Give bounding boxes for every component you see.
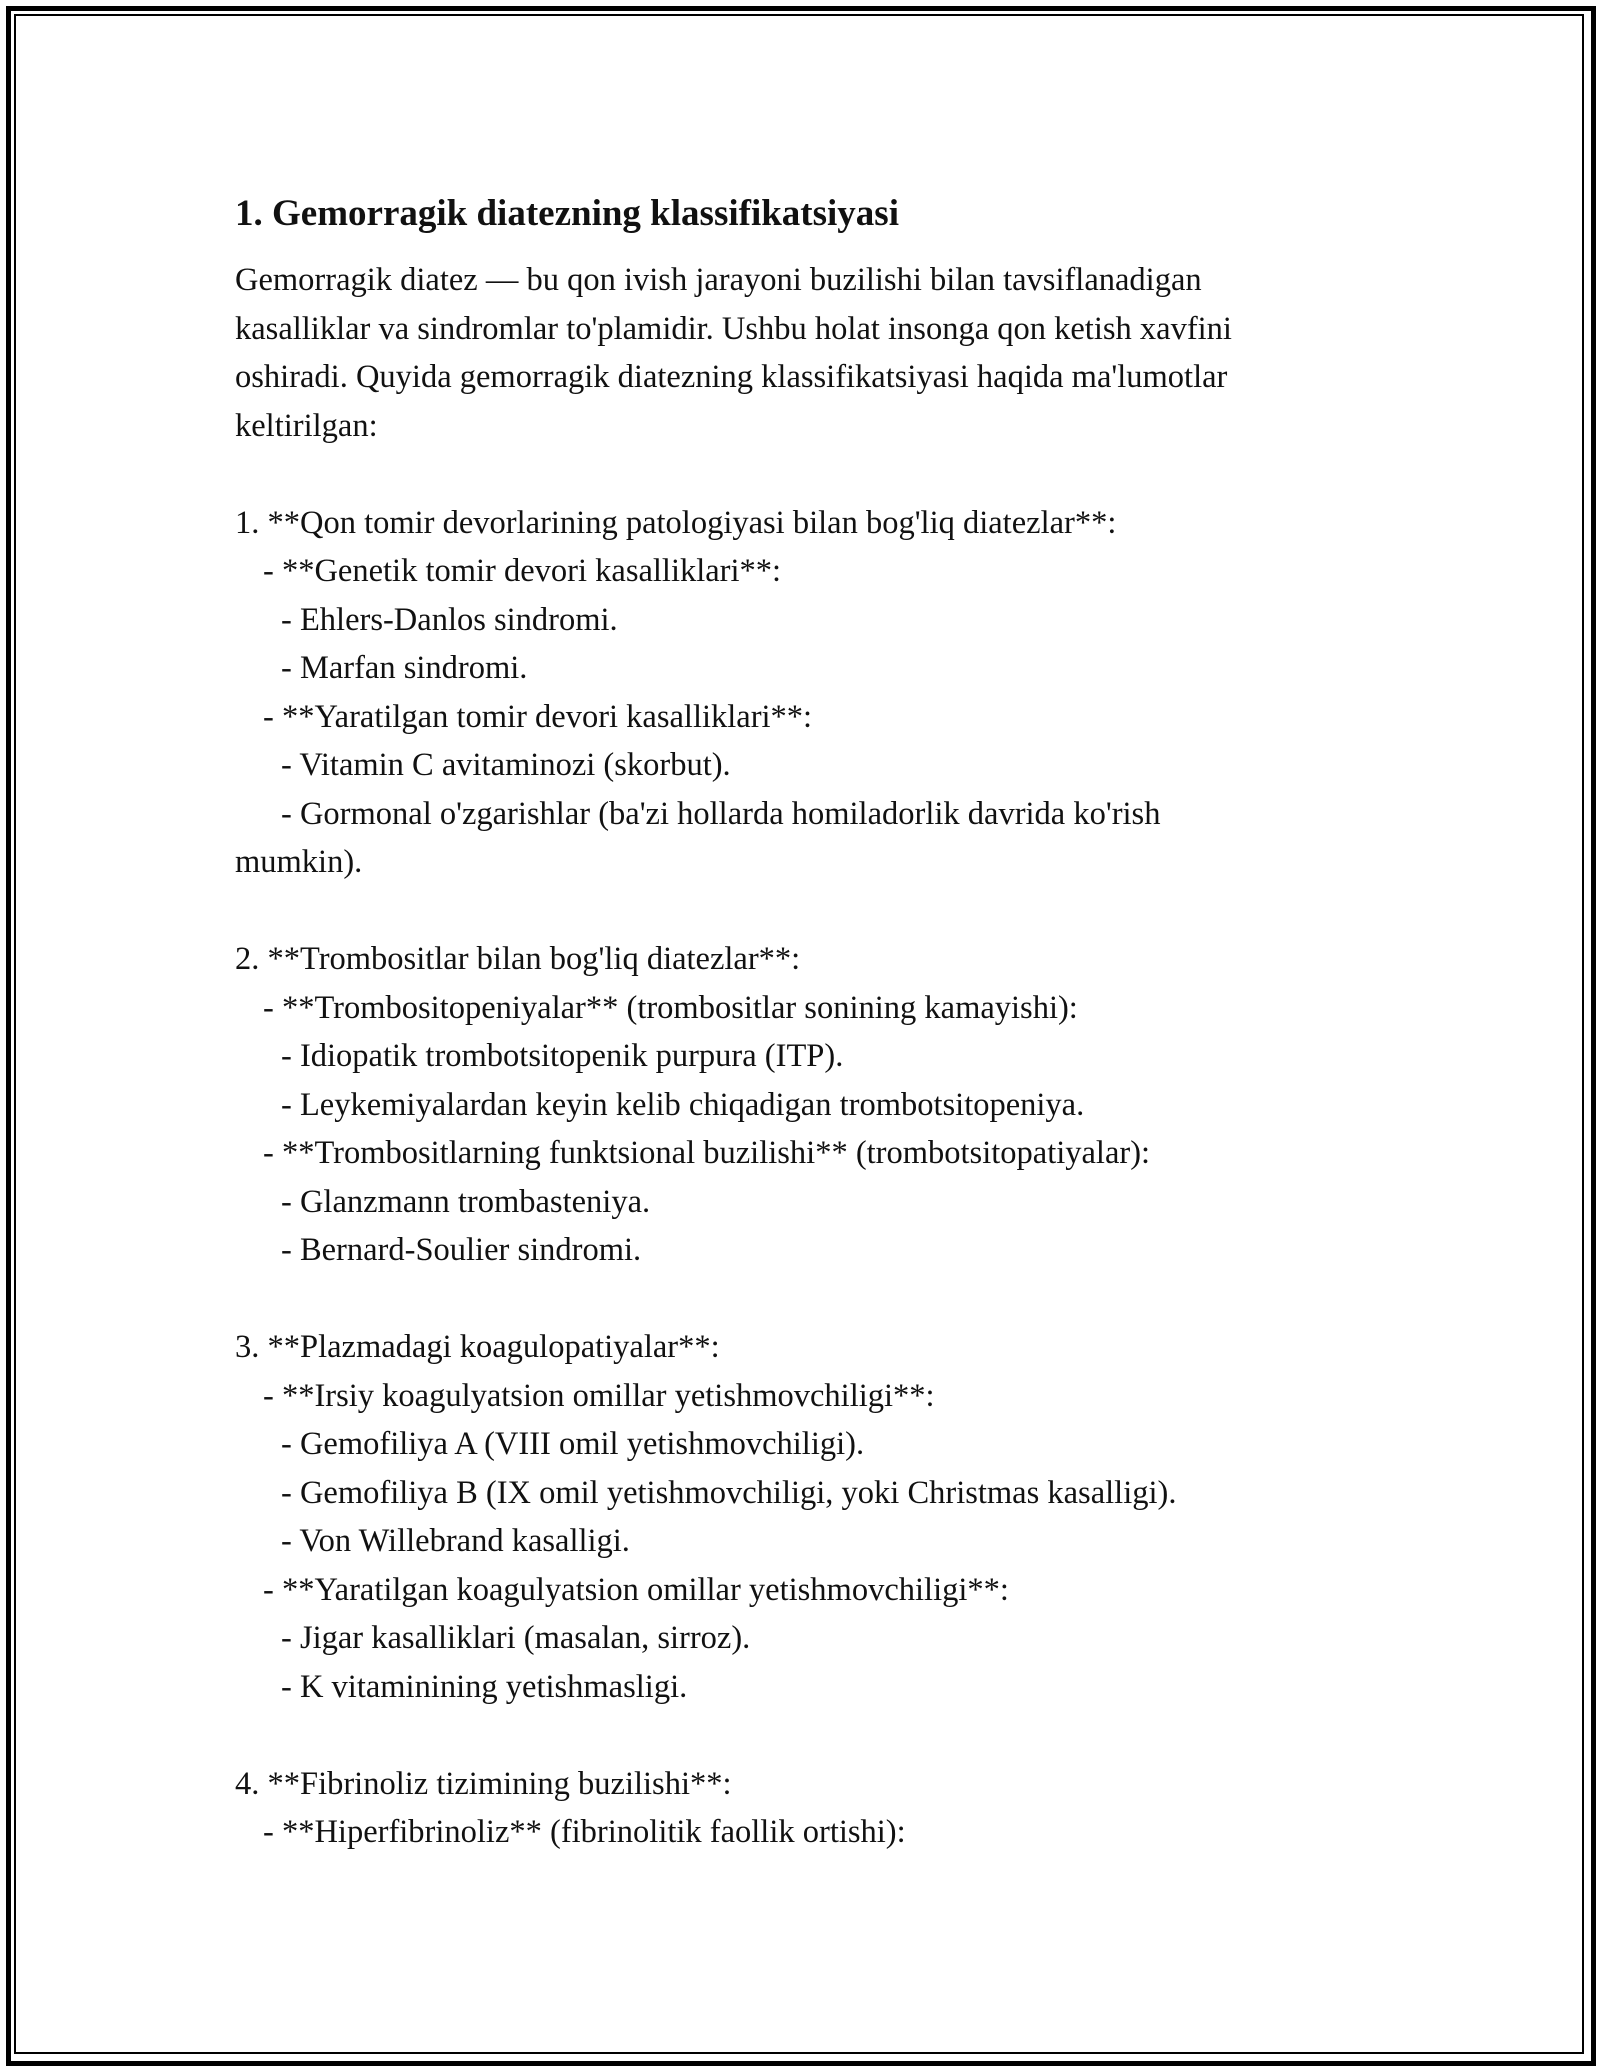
list-item: - Gemofiliya B (IX omil yetishmovchiligi, yoki Christmas kasalligi). bbox=[281, 1474, 1177, 1511]
list-item-continuation: mumkin). bbox=[235, 844, 363, 880]
document-body bbox=[235, 190, 1385, 1857]
section-heading: 2. **Trombositlar bilan bog'liq diatezlar**: bbox=[235, 941, 801, 977]
subsection-item: - **Genetik tomir devori kasalliklari**: bbox=[263, 553, 782, 589]
intro-line: Gemorragik diatez — bu qon ivish jarayoni buzilishi bilan tavsiflanadigan bbox=[235, 262, 1202, 298]
list-item: - Glanzmann trombasteniya. bbox=[281, 1183, 651, 1220]
list-item: - Ehlers-Danlos sindromi. bbox=[281, 601, 618, 638]
section-vascular bbox=[235, 499, 1385, 887]
section-heading: 4. **Fibrinoliz tizimining buzilishi**: bbox=[235, 1765, 732, 1802]
list-item: - Bernard-Soulier sindromi. bbox=[281, 1232, 642, 1268]
subsection-item: - **Yaratilgan tomir devori kasalliklari**: bbox=[263, 698, 813, 735]
section-heading: 3. **Plazmadagi koagulopatiyalar**: bbox=[235, 1329, 720, 1365]
intro-line: oshiradi. Quyida gemorragik diatezning klassifikatsiyasi haqida ma'lumotlar bbox=[235, 359, 1228, 395]
list-item: - K vitaminining yetishmasligi. bbox=[281, 1668, 688, 1705]
section-fibrinolysis bbox=[235, 1760, 1385, 1857]
section-platelets bbox=[235, 935, 1385, 1275]
section-coagulopathies bbox=[235, 1323, 1385, 1711]
intro-line: keltirilgan: bbox=[235, 407, 378, 444]
subsection-item: - **Yaratilgan koagulyatsion omillar yetishmovchiligi**: bbox=[263, 1571, 1009, 1608]
intro-paragraph bbox=[235, 256, 1385, 450]
list-item: - Idiopatik trombotsitopenik purpura (ITP). bbox=[281, 1038, 844, 1074]
list-item: - Vitamin C avitaminozi (skorbut). bbox=[281, 747, 731, 783]
list-item: - Leykemiyalardan keyin kelib chiqadigan trombotsitopeniya. bbox=[281, 1086, 1085, 1123]
intro-line: kasalliklar va sindromlar to'plamidir. Ushbu holat insonga qon ketish xavfini bbox=[235, 310, 1232, 347]
subsection-item: - **Irsiy koagulyatsion omillar yetishmovchiligi**: bbox=[263, 1377, 935, 1414]
spacer bbox=[235, 1275, 1385, 1324]
list-item: - Gemofiliya A (VIII omil yetishmovchiligi). bbox=[281, 1426, 865, 1462]
list-item: - Jigar kasalliklari (masalan, sirroz). bbox=[281, 1620, 751, 1656]
list-item: - Gormonal o'zgarishlar (ba'zi hollarda homiladorlik davrida ko'rish bbox=[281, 795, 1161, 832]
spacer bbox=[235, 1711, 1385, 1760]
list-item: - Marfan sindromi. bbox=[281, 650, 528, 686]
list-item: - Von Willebrand kasalligi. bbox=[281, 1523, 630, 1559]
subsection-item: - **Hiperfibrinoliz** (fibrinolitik faollik ortishi): bbox=[263, 1814, 906, 1850]
subsection-item: - **Trombositlarning funktsional buzilishi** (trombotsitopatiyalar): bbox=[263, 1135, 1151, 1171]
document-title: 1. Gemorragik diatezning klassifikatsiyasi bbox=[235, 193, 899, 234]
spacer bbox=[235, 887, 1385, 936]
spacer bbox=[235, 450, 1385, 499]
subsection-item: - **Trombositopeniyalar** (trombositlar sonining kamayishi): bbox=[263, 989, 1078, 1026]
section-heading: 1. **Qon tomir devorlarining patologiyasi bilan bog'liq diatezlar**: bbox=[235, 504, 1117, 541]
